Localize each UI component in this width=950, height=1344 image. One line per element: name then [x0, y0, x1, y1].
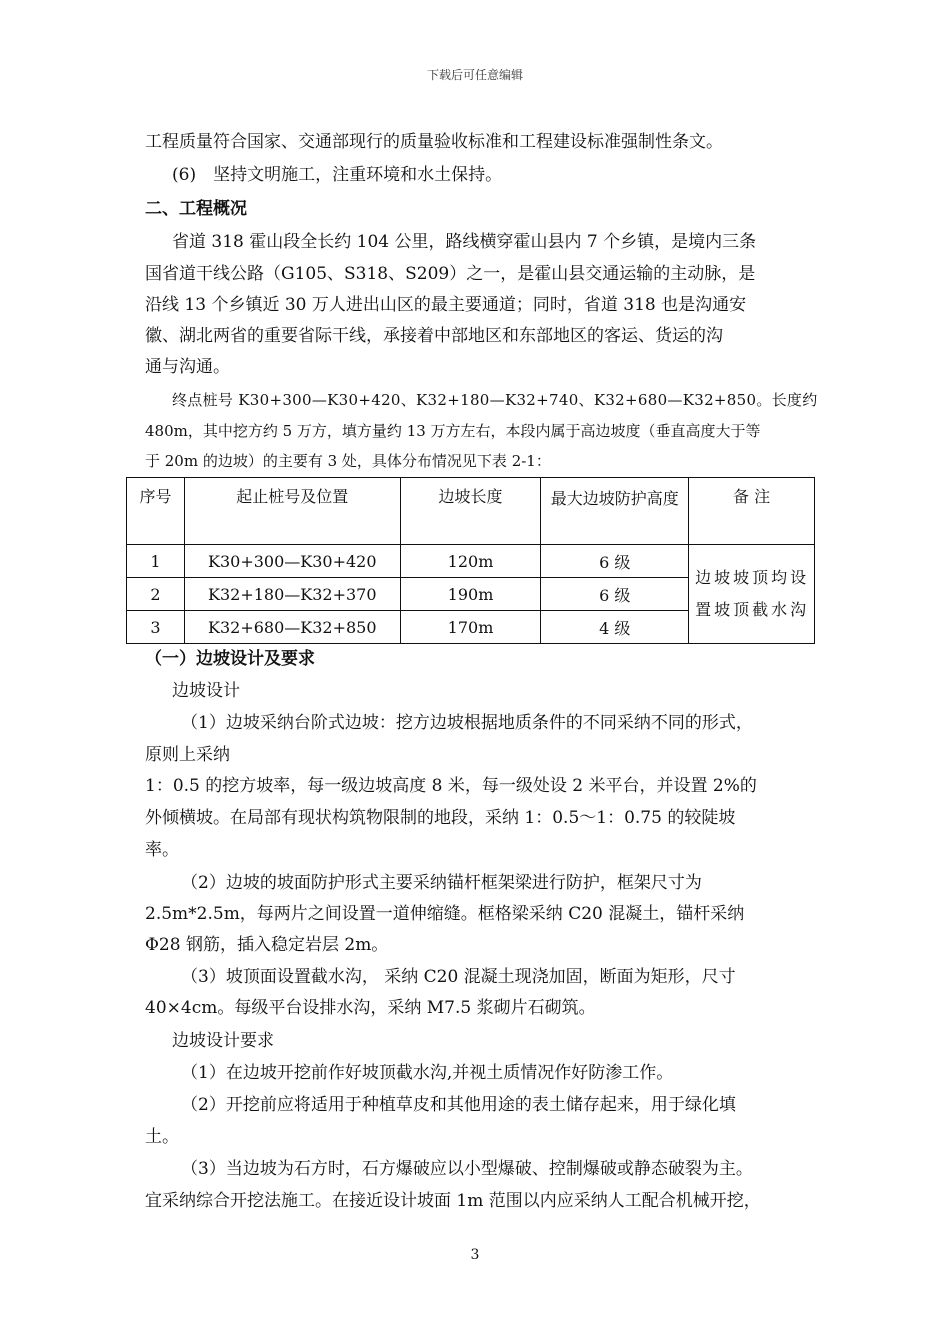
- body-line: 终点桩号 K30+300—K30+420、K32+180—K32+740、K32+680—K32+850。长度约: [172, 391, 818, 409]
- table-cell: 4 级: [541, 611, 689, 644]
- body-line: （3）坡顶面设置截水沟， 采纳 C20 混凝土现浇加固，断面为矩形，尺寸: [181, 967, 736, 987]
- table-cell: 6 级: [541, 578, 689, 611]
- body-line: 土。: [145, 1127, 179, 1147]
- table-cell: 170m: [400, 611, 541, 644]
- body-line: （2）边坡的坡面防护形式主要采纳锚杆框架梁进行防护，框架尺寸为: [181, 873, 702, 893]
- list-item-6: (6) 坚持文明施工，注重环境和水土保持。: [172, 165, 503, 185]
- table-cell: K32+680—K32+850: [184, 611, 400, 644]
- body-line: 沿线 13 个乡镇近 30 万人进出山区的最主要通道；同时，省道 318 也是沟通安: [145, 295, 747, 315]
- body-line: 40×4cm。每级平台设排水沟，采纳 M7.5 浆砌片石砌筑。: [145, 998, 596, 1018]
- body-line: （2）开挖前应将适用于种植草皮和其他用途的表土储存起来，用于绿化填: [181, 1095, 736, 1115]
- table-note-cell: 边坡坡顶均设置坡顶截水沟: [689, 545, 815, 644]
- table-header-cell: 备 注: [689, 478, 815, 545]
- subsection-title: （一）边坡设计及要求: [145, 649, 315, 669]
- table-cell: 6 级: [541, 545, 689, 578]
- body-line: 省道 318 霍山段全长约 104 公里，路线横穿霍山县内 7 个乡镇，是境内三条: [172, 232, 757, 252]
- body-line: Φ28 钢筋，插入稳定岩层 2m。: [145, 935, 389, 955]
- table-cell: K30+300—K30+420: [184, 545, 400, 578]
- table-cell: 120m: [400, 545, 541, 578]
- body-line: 率。: [145, 840, 179, 860]
- table-header-cell: 最大边坡防护高度: [541, 478, 689, 545]
- body-line: 外倾横坡。在局部有现状构筑物限制的地段，采纳 1：0.5～1：0.75 的较陡坡: [145, 808, 736, 828]
- table-row: [127, 545, 815, 578]
- table-header-cell: 边坡长度: [400, 478, 541, 545]
- table-header-cell: 序号: [127, 478, 185, 545]
- body-line: 480m，其中挖方约 5 万方，填方量约 13 万方左右，本段内属于高边坡度（垂直高度大于等: [145, 422, 761, 440]
- body-line: （3）当边坡为石方时，石方爆破应以小型爆破、控制爆破或静态破裂为主。: [181, 1159, 753, 1179]
- page-header: 下载后可任意编辑: [426, 68, 523, 82]
- section-title: 二、工程概况: [145, 199, 247, 219]
- body-line: 宜采纳综合开挖法施工。在接近设计坡面 1m 范围以内应采纳人工配合机械开挖，: [145, 1191, 761, 1211]
- slope-table: [126, 477, 815, 644]
- table-header-cell: 起止桩号及位置: [184, 478, 400, 545]
- body-line: 国省道干线公路（G105、S318、S209）之一，是霍山县交通运输的主动脉，是: [145, 264, 756, 284]
- table-cell: 190m: [400, 578, 541, 611]
- table-cell: 1: [127, 545, 185, 578]
- table-cell: 2: [127, 578, 185, 611]
- body-line: 工程质量符合国家、交通部现行的质量验收标准和工程建设标准强制性条文。: [145, 132, 723, 152]
- page-number: 3: [470, 1247, 480, 1263]
- body-line: 通与沟通。: [145, 357, 230, 377]
- body-line: 徽、湖北两省的重要省际干线，承接着中部地区和东部地区的客运、货运的沟: [145, 326, 723, 346]
- body-line: 1：0.5 的挖方坡率，每一级边坡高度 8 米，每一级处设 2 米平台，并设置 2%的: [145, 776, 757, 796]
- body-line: （1）在边坡开挖前作好坡顶截水沟,并视土质情况作好防渗工作。: [181, 1063, 674, 1083]
- body-line: 2.5m*2.5m，每两片之间设置一道伸缩缝。框格梁采纳 C20 混凝土，锚杆采纳: [145, 904, 745, 924]
- body-line: 于 20m 的边坡）的主要有 3 处，具体分布情况见下表 2-1：: [145, 452, 551, 470]
- subheading: 边坡设计: [172, 681, 240, 701]
- body-line: 原则上采纳: [145, 745, 230, 765]
- subheading: 边坡设计要求: [172, 1031, 274, 1051]
- table-header-row: [127, 478, 815, 545]
- body-line: （1）边坡采纳台阶式边坡：挖方边坡根据地质条件的不同采纳不同的形式，: [181, 713, 753, 733]
- table-cell: 3: [127, 611, 185, 644]
- table-cell: K32+180—K32+370: [184, 578, 400, 611]
